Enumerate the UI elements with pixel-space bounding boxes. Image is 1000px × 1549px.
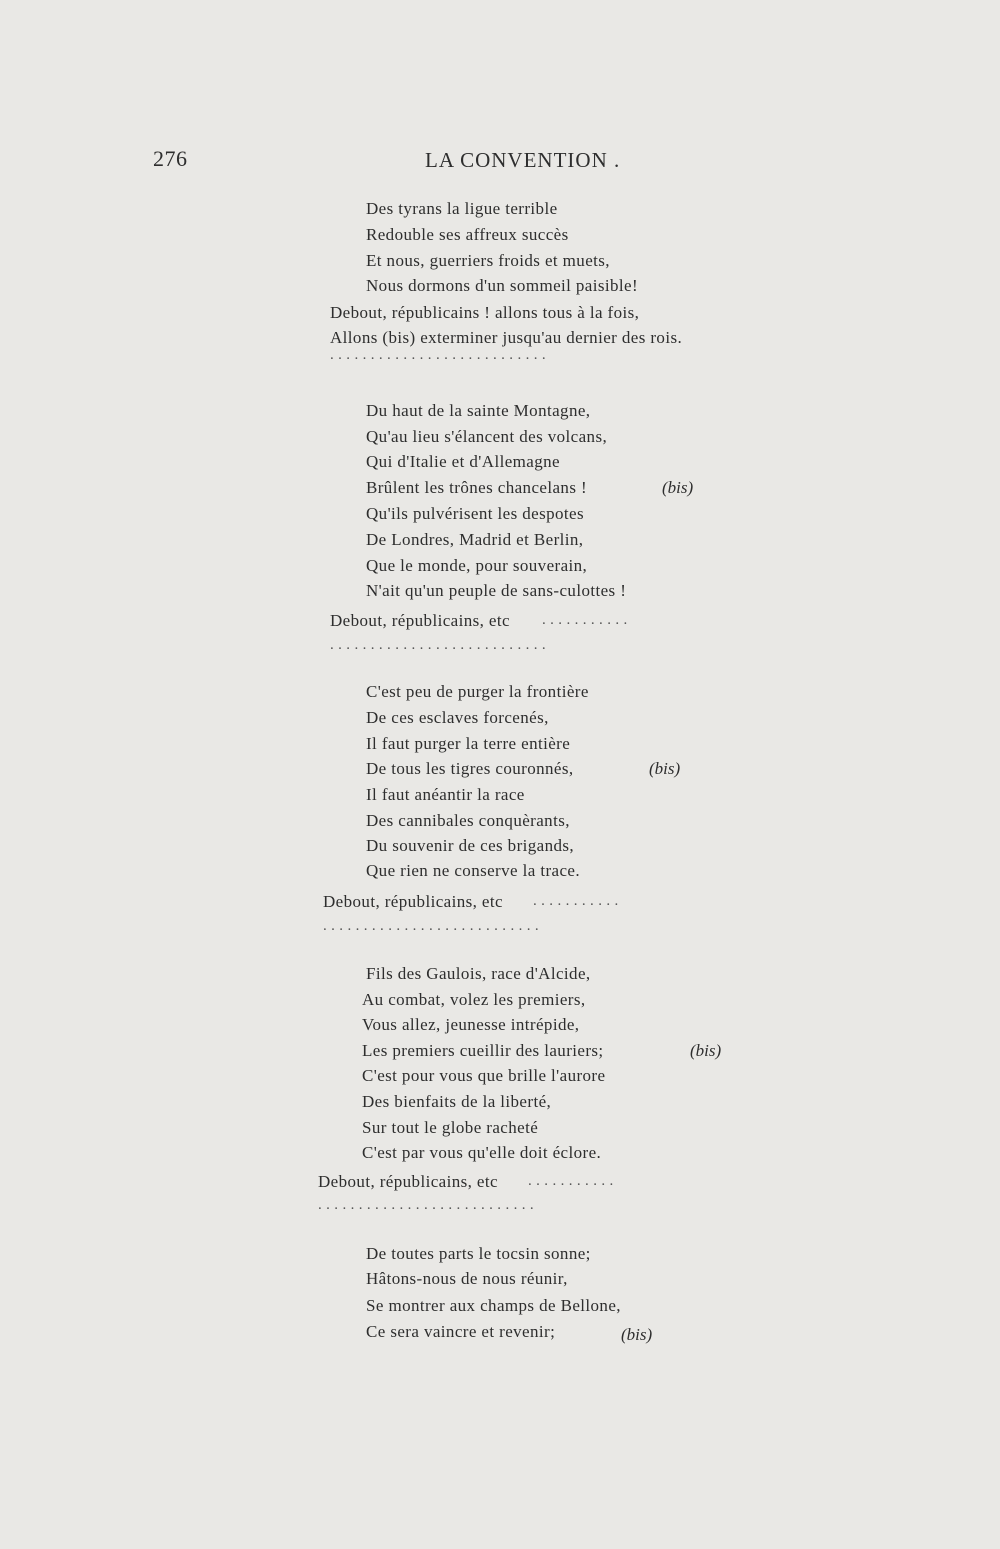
verse-line: Vous allez, jeunesse intrépide, <box>362 1015 580 1034</box>
verse-line: De ces esclaves forcenés, <box>366 708 549 727</box>
verse-line: Les premiers cueillir des lauriers; <box>362 1041 604 1060</box>
verse-line: Et nous, guerriers froids et muets, <box>366 251 610 270</box>
verse-line: Au combat, volez les premiers, <box>362 990 586 1009</box>
verse-line: Qui d'Italie et d'Allemagne <box>366 452 560 471</box>
verse-line: Il faut anéantir la race <box>366 785 525 804</box>
verse-line: De tous les tigres couronnés, <box>366 759 574 778</box>
verse-line: C'est peu de purger la frontière <box>366 682 589 701</box>
bis-marker: (bis) <box>662 478 694 497</box>
verse-line: Fils des Gaulois, race d'Alcide, <box>366 964 591 983</box>
refrain-line: Debout, républicains ! allons tous à la fois, <box>330 303 640 322</box>
page-number: 276 <box>153 146 188 171</box>
verse-line: Il faut purger la terre entière <box>366 734 571 753</box>
verse-line: Du haut de la sainte Montagne, <box>366 401 591 420</box>
refrain-line: Allons (bis) exterminer jusqu'au dernier des rois. <box>330 328 683 347</box>
verse-line: N'ait qu'un peuple de sans-culottes ! <box>366 581 627 600</box>
verse-line: Que rien ne conserve la trace. <box>366 861 580 880</box>
ellipsis-dots: ........... <box>542 612 632 628</box>
verse-line: Redouble ses affreux succès <box>366 225 569 244</box>
refrain-line: Debout, républicains, etc <box>330 611 510 630</box>
ellipsis-dots: ........... <box>533 893 623 909</box>
verse-line: Du souvenir de ces brigands, <box>366 836 575 855</box>
refrain-line: Debout, républicains, etc <box>323 892 503 911</box>
bis-marker: (bis) <box>649 759 681 778</box>
verse-line: De toutes parts le tocsin sonne; <box>366 1244 591 1263</box>
bis-marker: (bis) <box>621 1325 653 1344</box>
verse-line: Hâtons-nous de nous réunir, <box>366 1269 568 1288</box>
verse-line: Des tyrans la ligue terrible <box>366 199 558 218</box>
verse-line: Sur tout le globe racheté <box>362 1118 539 1137</box>
refrain-line: Debout, républicains, etc <box>318 1172 498 1191</box>
verse-line: Brûlent les trônes chancelans ! <box>366 478 588 497</box>
verse-line: Qu'au lieu s'élancent des volcans, <box>366 427 608 446</box>
verse-line: Que le monde, pour souverain, <box>366 556 588 575</box>
ellipsis-dots: ........................... <box>330 347 551 363</box>
ellipsis-dots: ........... <box>528 1173 618 1189</box>
ellipsis-dots: ........................... <box>323 918 544 934</box>
verse-line: C'est par vous qu'elle doit éclore. <box>362 1143 602 1162</box>
ellipsis-dots: ........................... <box>330 637 551 653</box>
running-head: LA CONVENTION . <box>425 148 621 172</box>
bis-marker: (bis) <box>690 1041 722 1060</box>
verse-line: Qu'ils pulvérisent les despotes <box>366 504 585 523</box>
verse-line: Des cannibales conquèrants, <box>366 811 570 830</box>
verse-line: Des bienfaits de la liberté, <box>362 1092 552 1111</box>
verse-line: De Londres, Madrid et Berlin, <box>366 530 584 549</box>
verse-line: Nous dormons d'un sommeil paisible! <box>366 276 639 295</box>
verse-line: Ce sera vaincre et revenir; <box>366 1322 556 1341</box>
verse-line: C'est pour vous que brille l'aurore <box>362 1066 606 1085</box>
ellipsis-dots: ........................... <box>318 1197 539 1213</box>
verse-line: Se montrer aux champs de Bellone, <box>366 1296 621 1315</box>
